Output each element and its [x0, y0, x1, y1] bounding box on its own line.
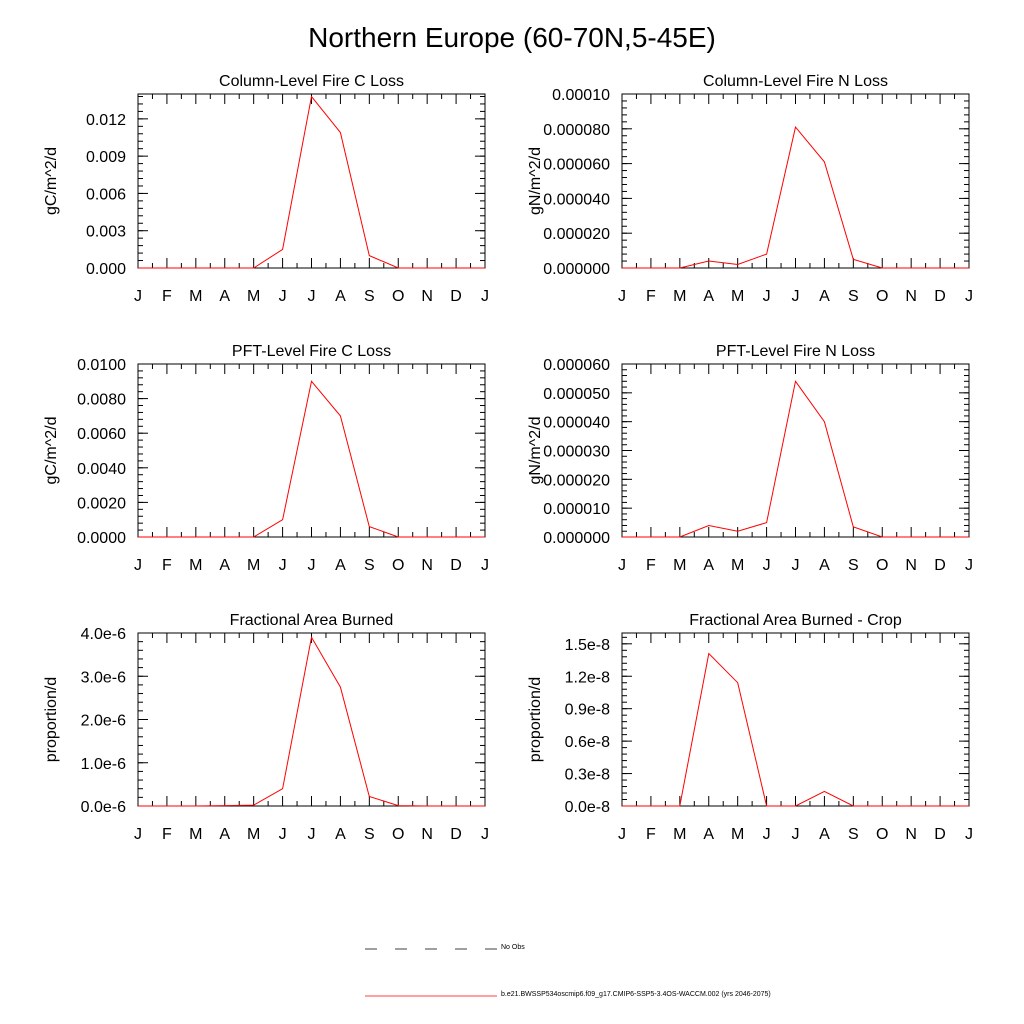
x-tick-label: J [762, 557, 771, 574]
y-tick-label: 0.0040 [77, 460, 126, 478]
y-tick-label: 0.9e-8 [564, 701, 610, 719]
x-tick-label: J [791, 288, 800, 305]
x-tick-label: J [481, 288, 489, 305]
page-title: Northern Europe (60-70N,5-45E) [308, 22, 716, 53]
chart-title: Column-Level Fire C Loss [219, 73, 404, 90]
x-tick-label: A [819, 557, 830, 574]
x-tick-label: S [847, 826, 859, 843]
x-tick-label: D [450, 288, 462, 305]
chart-panel-pft-level-fire-n-loss [527, 343, 973, 574]
y-tick-label: 0.000040 [543, 414, 610, 432]
plot-frame [138, 364, 485, 537]
chart-title: PFT-Level Fire C Loss [231, 343, 392, 360]
y-tick-label: 0.0060 [77, 426, 126, 444]
series-line [622, 654, 969, 807]
x-tick-label: N [905, 557, 917, 574]
x-tick-label: A [703, 826, 715, 843]
y-tick-label: 1.0e-6 [80, 755, 126, 773]
x-tick-label: D [450, 826, 462, 843]
y-tick-label: 0.009 [85, 149, 126, 167]
y-tick-label: 0.0000 [77, 530, 126, 547]
y-tick-label: 0.000000 [543, 261, 610, 278]
x-tick-label: J [307, 557, 316, 574]
x-tick-label: M [247, 826, 261, 843]
x-tick-label: M [247, 557, 261, 574]
x-tick-label: J [278, 288, 287, 305]
x-tick-label: J [618, 557, 626, 574]
x-tick-label: M [731, 557, 745, 574]
x-tick-label: J [965, 557, 973, 574]
series-line [138, 637, 485, 806]
x-tick-label: N [905, 826, 917, 843]
x-tick-label: S [847, 557, 859, 574]
x-tick-label: N [905, 288, 917, 305]
y-tick-label: 0.0080 [77, 391, 126, 409]
y-tick-label: 0.000020 [543, 226, 610, 244]
y-tick-label: 4.0e-6 [80, 626, 126, 643]
x-tick-label: D [450, 557, 462, 574]
x-tick-label: J [481, 826, 489, 843]
chart-panel-column-level-fire-c-loss [43, 73, 489, 305]
chart-title: Column-Level Fire N Loss [703, 73, 888, 90]
series-line [138, 381, 485, 537]
x-tick-label: A [219, 288, 231, 305]
y-tick-label: 0.0100 [77, 357, 126, 374]
x-tick-label: F [646, 288, 656, 305]
y-tick-label: 0.00010 [552, 87, 610, 104]
x-tick-label: A [703, 557, 715, 574]
y-tick-label: 0.000 [85, 261, 126, 278]
x-tick-label: J [278, 826, 287, 843]
y-axis-label: gC/m^2/d [43, 147, 60, 215]
series-line [138, 97, 485, 269]
y-tick-label: 3.0e-6 [80, 669, 126, 687]
x-tick-label: J [307, 826, 316, 843]
x-tick-label: S [363, 288, 375, 305]
y-axis-label: proportion/d [527, 676, 544, 763]
x-tick-label: M [189, 557, 203, 574]
y-tick-label: 0.3e-8 [564, 766, 610, 784]
y-tick-label: 1.2e-8 [564, 669, 610, 687]
x-tick-label: F [646, 557, 656, 574]
x-tick-label: O [876, 826, 889, 843]
chart-panel-pft-level-fire-c-loss [43, 343, 489, 574]
legend-label-no-obs: No Obs [501, 944, 525, 951]
y-tick-label: 0.6e-8 [564, 734, 610, 752]
x-tick-label: J [481, 557, 489, 574]
x-tick-label: O [392, 826, 405, 843]
x-tick-label: J [307, 288, 316, 305]
x-tick-label: F [162, 557, 172, 574]
chart-title: Fractional Area Burned [229, 612, 394, 629]
x-tick-label: O [392, 288, 405, 305]
x-tick-label: A [335, 826, 346, 843]
x-tick-label: S [363, 826, 375, 843]
x-tick-label: O [392, 557, 405, 574]
x-tick-label: M [731, 826, 745, 843]
x-tick-label: N [421, 826, 433, 843]
x-tick-label: M [189, 826, 203, 843]
plot-frame [138, 94, 485, 268]
chart-panel-column-level-fire-n-loss [527, 73, 973, 305]
x-tick-label: J [134, 557, 142, 574]
y-tick-label: 0.000050 [543, 385, 610, 403]
y-tick-label: 0.0020 [77, 495, 126, 513]
y-tick-label: 0.000080 [543, 121, 610, 139]
x-tick-label: M [673, 288, 687, 305]
y-tick-label: 0.012 [85, 111, 126, 129]
y-tick-label: 0.0e-6 [80, 799, 126, 816]
x-tick-label: A [819, 826, 830, 843]
y-tick-label: 0.000020 [543, 472, 610, 490]
x-tick-label: S [363, 557, 375, 574]
x-tick-label: J [618, 288, 626, 305]
x-tick-label: J [791, 826, 800, 843]
x-tick-label: N [421, 557, 433, 574]
y-tick-label: 0.000060 [543, 156, 610, 174]
y-axis-label: gN/m^2/d [527, 416, 544, 485]
x-tick-label: O [876, 557, 889, 574]
y-tick-label: 0.000000 [543, 530, 610, 547]
plot-frame [622, 364, 969, 537]
x-tick-label: F [646, 826, 656, 843]
plot-frame [138, 633, 485, 806]
legend-label-model: b.e21.BWSSP534oscmip6.f09_g17.CMIP6-SSP5-3.4OS-WACCM.002 (yrs 2046-2075) [501, 991, 771, 998]
x-tick-label: A [819, 288, 830, 305]
x-tick-label: J [134, 826, 142, 843]
x-tick-label: J [618, 826, 626, 843]
x-tick-label: M [673, 557, 687, 574]
x-tick-label: J [791, 557, 800, 574]
x-tick-label: J [965, 288, 973, 305]
y-tick-label: 0.003 [85, 223, 126, 241]
y-axis-label: proportion/d [43, 676, 60, 763]
y-axis-label: gN/m^2/d [527, 147, 544, 215]
chart-panel-fractional-area-burned-crop [527, 612, 973, 843]
x-tick-label: O [876, 288, 889, 305]
x-tick-label: J [762, 826, 771, 843]
x-tick-label: N [421, 288, 433, 305]
x-tick-label: A [335, 557, 346, 574]
x-tick-label: J [965, 826, 973, 843]
y-tick-label: 0.0e-8 [564, 799, 610, 816]
y-tick-label: 0.000030 [543, 443, 610, 461]
y-tick-label: 1.5e-8 [564, 636, 610, 654]
y-tick-label: 0.006 [85, 186, 126, 204]
plot-frame [622, 94, 969, 268]
x-tick-label: A [219, 557, 231, 574]
series-line [622, 127, 969, 268]
x-tick-label: J [762, 288, 771, 305]
y-tick-label: 2.0e-6 [80, 712, 126, 730]
x-tick-label: F [162, 288, 172, 305]
chart-panel-fractional-area-burned [43, 612, 489, 843]
x-tick-label: J [278, 557, 287, 574]
chart-title: Fractional Area Burned - Crop [689, 612, 902, 629]
x-tick-label: A [219, 826, 231, 843]
x-tick-label: M [673, 826, 687, 843]
x-tick-label: F [162, 826, 172, 843]
y-tick-label: 0.000040 [543, 191, 610, 209]
x-tick-label: D [934, 288, 946, 305]
x-tick-label: M [247, 288, 261, 305]
x-tick-label: M [731, 288, 745, 305]
series-line [622, 381, 969, 537]
y-tick-label: 0.000010 [543, 501, 610, 519]
y-tick-label: 0.000060 [543, 357, 610, 374]
x-tick-label: S [847, 288, 859, 305]
x-tick-label: J [134, 288, 142, 305]
chart-title: PFT-Level Fire N Loss [715, 343, 876, 360]
x-tick-label: D [934, 826, 946, 843]
x-tick-label: A [335, 288, 346, 305]
plot-frame [622, 633, 969, 806]
x-tick-label: A [703, 288, 715, 305]
x-tick-label: D [934, 557, 946, 574]
y-axis-label: gC/m^2/d [43, 416, 60, 485]
x-tick-label: M [189, 288, 203, 305]
